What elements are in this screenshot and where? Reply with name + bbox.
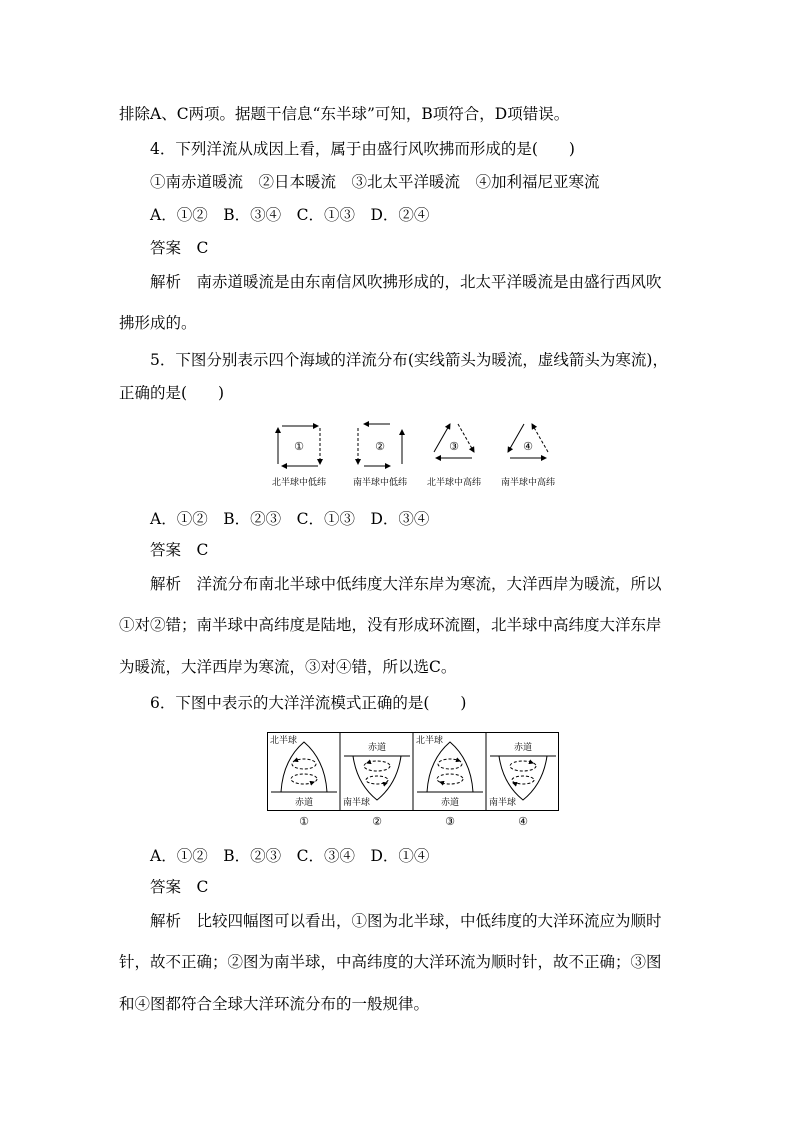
q5-panel-3-label: ③ xyxy=(449,440,459,453)
q4-options: A．①② B．③④ C．①③ D．②④ xyxy=(150,206,430,224)
q6-panel-2-label: ② xyxy=(372,815,382,828)
arrow-left xyxy=(508,424,524,452)
q4-answer xyxy=(150,238,208,258)
q5-panel-3-caption: 北半球中高纬 xyxy=(426,478,482,488)
analysis-text: 南赤道暖流是由东南信风吹拂形成的，北太平洋暖流是由盛行西风吹 xyxy=(196,273,662,291)
q6-analysis-line-1 xyxy=(150,911,662,931)
q4-analysis-line-1 xyxy=(150,272,662,292)
q6-panel-4-label: ④ xyxy=(518,815,528,828)
answer-value: C xyxy=(196,878,209,896)
arrow-right xyxy=(532,424,548,452)
q6-analysis-line-2: 针，故不正确；②图为南半球，中高纬度的大洋环流为顺时针，故不正确；③图 xyxy=(119,953,662,971)
answer-label: 答案 xyxy=(150,878,182,896)
arrow-right xyxy=(458,424,474,452)
q5-panel-2-label: ② xyxy=(375,440,385,453)
q6-panel-4 xyxy=(489,741,556,828)
q5-options: A．①② B．②③ C．①③ D．③④ xyxy=(150,510,430,528)
equator-label: 赤道 xyxy=(294,798,314,808)
analysis-text: 比较四幅图可以看出，①图为北半球，中低纬度的大洋环流应为顺时 xyxy=(196,912,662,930)
hemisphere-label: 北半球 xyxy=(416,736,444,746)
q6-gyre-figure xyxy=(267,732,559,832)
answer-label: 答案 xyxy=(150,239,182,257)
q6-panel-3 xyxy=(416,734,483,828)
q5-panel-4 xyxy=(501,424,555,488)
equator-label: 赤道 xyxy=(367,743,387,753)
q5-ocean-current-figure xyxy=(262,418,562,496)
continent-outline xyxy=(353,756,401,800)
q5-panel-2-caption: 南半球中低纬 xyxy=(352,478,408,488)
arrow-left xyxy=(434,424,450,452)
analysis-label: 解析 xyxy=(150,575,182,593)
q4-items: ①南赤道暖流 ②日本暖流 ③北太平洋暖流 ④加利福尼亚寒流 xyxy=(150,173,600,191)
q6-panel-3-label: ③ xyxy=(445,815,455,828)
q4-analysis-line-2: 拂形成的。 xyxy=(119,314,197,332)
q3-conclusion: 排除A、C两项。据题干信息“东半球”可知，B项符合，D项错误。 xyxy=(119,105,570,123)
q6-stem: 6．下图中表示的大洋洋流模式正确的是( ) xyxy=(150,694,467,712)
q6-panel-2 xyxy=(343,741,410,828)
answer-label: 答案 xyxy=(150,541,182,559)
q6-panel-1 xyxy=(270,734,337,828)
answer-value: C xyxy=(196,541,209,559)
q4-stem: 4．下列洋流从成因上看，属于由盛行风吹拂而形成的是( ) xyxy=(150,140,575,158)
analysis-text: 洋流分布南北半球中低纬度大洋东岸为寒流，大洋西岸为暖流，所以 xyxy=(196,575,662,593)
continent-outline xyxy=(499,756,547,800)
q5-panel-4-label: ④ xyxy=(523,440,533,453)
q5-stem-line-2: 正确的是( ) xyxy=(119,384,225,402)
q5-panel-1-label: ① xyxy=(294,440,304,453)
hemisphere-label: 北半球 xyxy=(270,736,298,746)
q5-stem-line-1: 5．下图分别表示四个海域的洋流分布(实线箭头为暖流，虚线箭头为寒流)， xyxy=(150,351,668,369)
q5-analysis-line-3: 为暖流，大洋西岸为寒流，③对④错，所以选C。 xyxy=(119,658,457,676)
continent-outline xyxy=(281,742,327,792)
q6-panel-1-label: ① xyxy=(299,815,309,828)
q5-answer xyxy=(150,540,208,560)
q5-panel-2 xyxy=(353,424,407,488)
analysis-label: 解析 xyxy=(150,912,182,930)
q5-panel-1 xyxy=(272,426,326,488)
hemisphere-label: 南半球 xyxy=(343,798,371,808)
q5-panel-3 xyxy=(427,424,481,488)
equator-label: 赤道 xyxy=(440,798,460,808)
q6-answer xyxy=(150,877,208,897)
q6-analysis-line-3: 和④图都符合全球大洋环流分布的一般规律。 xyxy=(119,995,430,1013)
q6-options: A．①② B．②③ C．③④ D．①④ xyxy=(150,847,430,865)
answer-value: C xyxy=(196,239,209,257)
hemisphere-label: 南半球 xyxy=(489,798,517,808)
q5-panel-4-caption: 南半球中高纬 xyxy=(500,478,556,488)
continent-outline xyxy=(427,742,473,792)
q5-analysis-line-1 xyxy=(150,574,662,594)
q5-analysis-line-2: ①对②错；南半球中高纬度是陆地，没有形成环流圈，北半球中高纬度大洋东岸 xyxy=(119,616,662,634)
equator-label: 赤道 xyxy=(513,743,533,753)
q5-panel-1-caption: 北半球中低纬 xyxy=(271,478,327,488)
analysis-label: 解析 xyxy=(150,273,182,291)
